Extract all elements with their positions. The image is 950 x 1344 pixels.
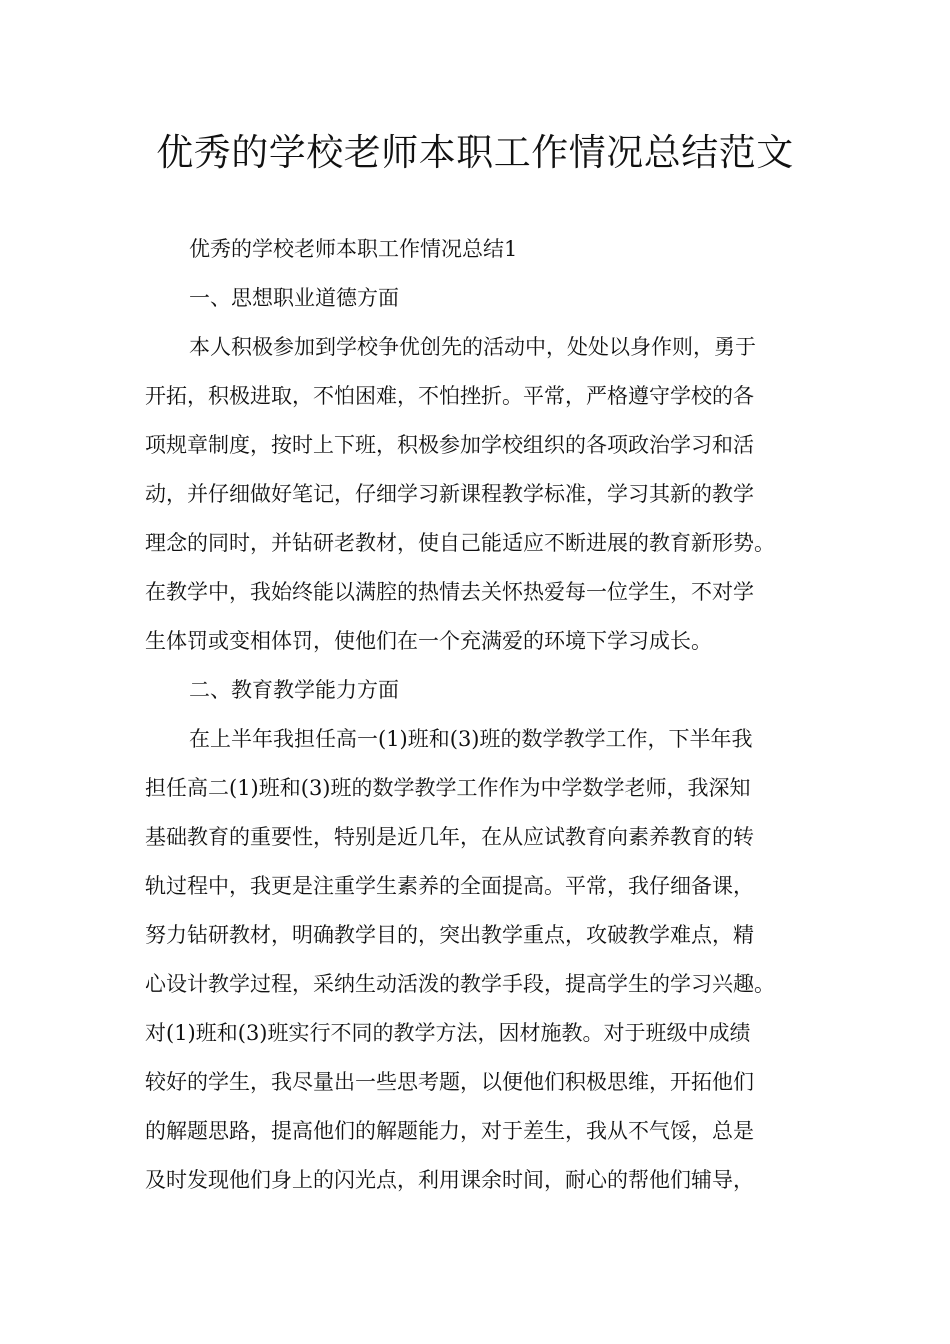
text-line: 担任高二(1)班和(3)班的数学教学工作作为中学数学老师，我深知	[145, 776, 751, 800]
text-line: 较好的学生，我尽量出一些思考题，以便他们积极思维，开拓他们	[145, 1070, 754, 1094]
text-line: 优秀的学校老师本职工作情况总结1	[189, 237, 518, 261]
text-line: 轨过程中，我更是注重学生素养的全面提高。平常，我仔细备课，	[145, 874, 754, 898]
text-line: 一、思想职业道德方面	[189, 286, 399, 310]
text-line: 理念的同时，并钻研老教材，使自己能适应不断进展的教育新形势。	[145, 531, 775, 555]
text-line: 的解题思路，提高他们的解题能力，对于差生，我从不气馁，总是	[145, 1119, 754, 1143]
text-line: 生体罚或变相体罚，使他们在一个充满爱的环境下学习成长。	[145, 629, 712, 653]
text-line: 基础教育的重要性，特别是近几年，在从应试教育向素养教育的转	[145, 825, 754, 849]
text-line: 本人积极参加到学校争优创先的活动中，处处以身作则，勇于	[189, 335, 756, 359]
document-title: 优秀的学校老师本职工作情况总结范文	[156, 131, 794, 174]
text-line: 及时发现他们身上的闪光点，利用课余时间，耐心的帮他们辅导，	[145, 1168, 754, 1192]
text-line: 动，并仔细做好笔记，仔细学习新课程教学标准，学习其新的教学	[145, 482, 754, 506]
text-line: 努力钻研教材，明确教学目的，突出教学重点，攻破教学难点，精	[145, 923, 754, 947]
text-line: 心设计教学过程，采纳生动活泼的教学手段，提高学生的学习兴趣。	[145, 972, 775, 996]
text-line: 二、教育教学能力方面	[189, 678, 399, 702]
text-line: 开拓，积极进取，不怕困难，不怕挫折。平常，严格遵守学校的各	[145, 384, 754, 408]
text-line: 对(1)班和(3)班实行不同的教学方法，因材施教。对于班级中成绩	[145, 1021, 751, 1045]
document-body	[145, 225, 805, 1205]
text-line: 在教学中，我始终能以满腔的热情去关怀热爱每一位学生，不对学	[145, 580, 754, 604]
text-line: 项规章制度，按时上下班，积极参加学校组织的各项政治学习和活	[145, 433, 754, 457]
text-line: 在上半年我担任高一(1)班和(3)班的数学教学工作，下半年我	[189, 727, 753, 751]
